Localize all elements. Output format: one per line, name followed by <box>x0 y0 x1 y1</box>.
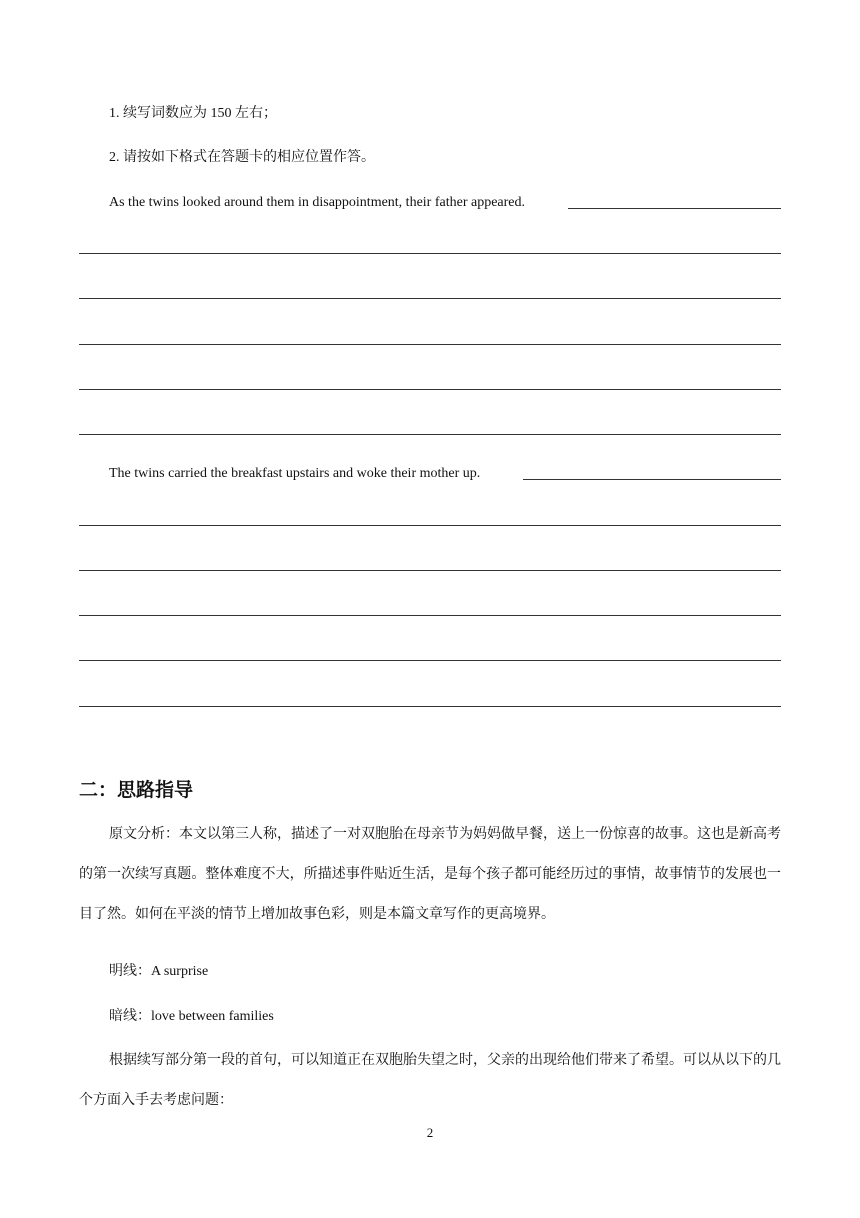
answer-line <box>79 298 781 299</box>
answer-line <box>79 253 781 254</box>
answer-line <box>79 434 781 435</box>
answer-line <box>79 344 781 345</box>
analysis-paragraph: 原文分析：本文以第三人称，描述了一对双胞胎在母亲节为妈妈做早餐，送上一份惊喜的故事。这也是新高考的第一次续写真题。整体难度不大，所描述事件贴近生活，是每个孩子都可能经历过的事情，故事情节的发展也一目了然。如何在平淡的情节上增加故事色彩，则是本篇文章写作的更高境界。 <box>79 827 781 922</box>
answer-line-inline-1 <box>568 208 781 209</box>
paragraph-two-opening: The twins carried the breakfast upstairs and woke their mother up. <box>109 466 481 481</box>
section-heading: 二：思路指导 <box>79 779 194 801</box>
answer-line-inline-2 <box>523 479 781 480</box>
answer-line <box>79 389 781 390</box>
answer-line <box>79 706 781 707</box>
answer-line <box>79 615 781 616</box>
answer-line <box>79 570 781 571</box>
page-number: 2 <box>426 1125 434 1140</box>
implicit-line: 暗线：love between families <box>109 1009 274 1024</box>
answer-line <box>79 525 781 526</box>
answer-line <box>79 660 781 661</box>
requirement-format: 2. 请按如下格式在答题卡的相应位置作答。 <box>109 150 375 165</box>
requirement-word-count: 1. 续写词数应为 150 左右； <box>109 106 277 121</box>
paragraph-one-opening: As the twins looked around them in disappointment, their father appeared. <box>109 195 526 210</box>
guide-paragraph: 根据续写部分第一段的首句，可以知道正在双胞胎失望之时，父亲的出现给他们带来了希望。可以从以下的几个方面入手去考虑问题： <box>79 1053 781 1108</box>
explicit-line: 明线：A surprise <box>109 964 209 979</box>
